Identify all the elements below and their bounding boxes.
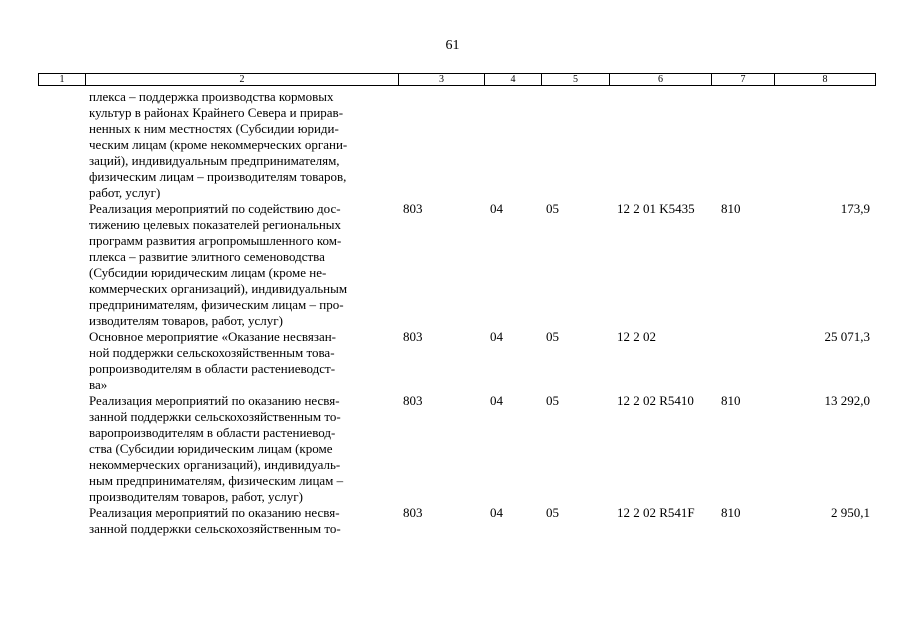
row-name: Реализация мероприятий по содействию дос- тижению целевых показателей региональных программ развития агропромышленного ком- плекса – развитие элитного семеноводства (Субсидии юридическим лицам (кроме не- коммерческих организаций), индивидуальным предпринимателям, физическим лицам – про- изводителям товаров, работ, услуг)	[89, 201, 348, 328]
column-header-6: 6	[610, 74, 712, 85]
column-header-7: 7	[712, 74, 775, 85]
row-name: Реализация мероприятий по оказанию несвя- занной поддержки сельскохозяйственным то- варопроизводителям в области растениевод- ства (Субсидии юридическим лицам (кроме некоммерческих организаций), индивидуаль- ным предпринимателям, физическим лицам – производителям товаров, работ, услуг)	[89, 393, 344, 504]
column-header-4: 4	[485, 74, 542, 85]
cell-ministry-code: 803	[403, 505, 423, 520]
cell-subsection: 05	[546, 329, 559, 344]
cell-amount: 2 950,1	[831, 505, 870, 520]
cell-ministry-code: 803	[403, 393, 423, 408]
column-header-5: 5	[542, 74, 610, 85]
row-name: Основное мероприятие «Оказание несвязан- ной поддержки сельскохозяйственным това- ропроизводителям в области растениеводст- ва»	[89, 329, 337, 392]
row-name: плекса – поддержка производства кормовых культур в районах Крайнего Севера и прирав- ненных к ним местностях (Субсидии юриди- ческим лицам (кроме некоммерческих органи- заций), индивидуальным предпринимателям, физическим лицам – производителям товаров, работ, услуг)	[89, 89, 348, 200]
column-header-8: 8	[822, 74, 828, 85]
column-header-3: 3	[399, 74, 485, 85]
cell-subsection: 05	[546, 505, 559, 520]
cell-section: 04	[490, 393, 503, 408]
table-row	[0, 505, 905, 537]
cell-ministry-code: 803	[403, 329, 423, 344]
cell-ministry-code: 803	[403, 201, 423, 216]
cell-amount: 25 071,3	[824, 329, 870, 344]
cell-section: 04	[490, 201, 503, 216]
cell-subsection: 05	[546, 393, 559, 408]
cell-target-article: 12 2 02 R541F	[617, 505, 695, 520]
table-header-row	[38, 73, 876, 86]
row-name: Реализация мероприятий по оказанию несвя- занной поддержки сельскохозяйственным то-	[89, 505, 341, 536]
table-row	[0, 201, 905, 329]
cell-target-article: 12 2 02	[617, 329, 656, 344]
cell-expense-type: 810	[721, 505, 741, 520]
table-body	[0, 89, 905, 537]
cell-expense-type: 810	[721, 201, 741, 216]
cell-target-article: 12 2 01 K5435	[617, 201, 695, 216]
cell-expense-type: 810	[721, 393, 741, 408]
cell-amount: 173,9	[840, 201, 870, 216]
table-row	[0, 89, 905, 201]
cell-subsection: 05	[546, 201, 559, 216]
table-row	[0, 329, 905, 393]
cell-amount: 13 292,0	[824, 393, 870, 408]
cell-section: 04	[490, 505, 503, 520]
cell-target-article: 12 2 02 R5410	[617, 393, 694, 408]
column-header-2: 2	[86, 74, 399, 85]
cell-section: 04	[490, 329, 503, 344]
page-number: 61	[445, 38, 460, 53]
table-row	[0, 393, 905, 505]
column-header-1: 1	[39, 74, 86, 85]
